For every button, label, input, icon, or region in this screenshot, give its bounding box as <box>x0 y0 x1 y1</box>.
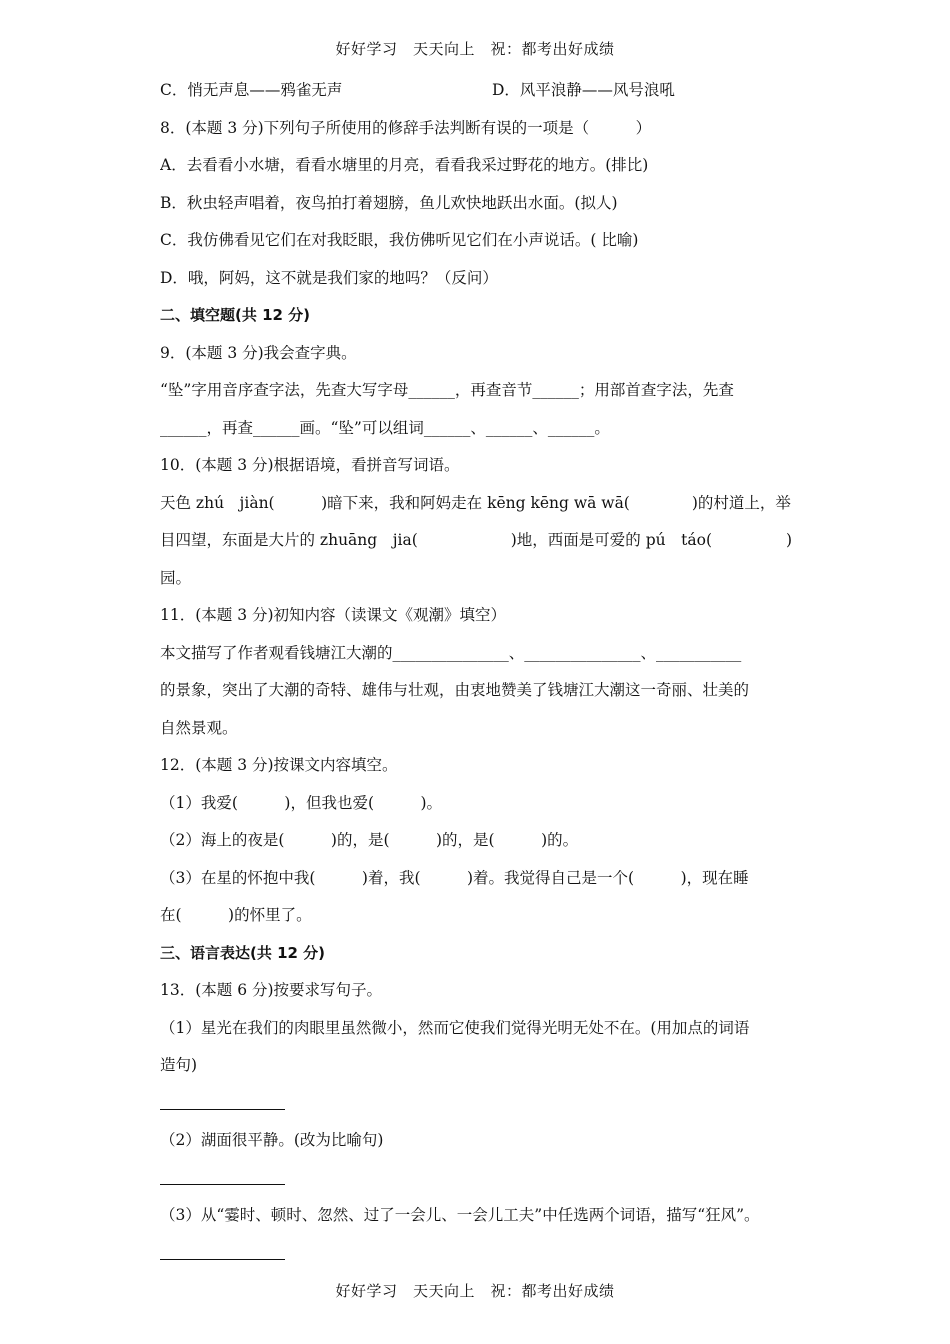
q8-option-a: A．去看看小水塘，看看水塘里的月亮，看看我采过野花的地方。(排比) <box>160 156 649 174</box>
page-header: 好好学习 天天向上 祝：都考出好成绩 <box>335 40 615 58</box>
q10-line-2-close: ) <box>785 531 792 549</box>
option-d: D．风平浪静——风号浪吼 <box>492 81 675 99</box>
q10-line-3: 园。 <box>160 568 192 587</box>
q11-line-3: 自然景观。 <box>160 718 238 737</box>
q11-line-1: 本文描写了作者观看钱塘江大潮的_______________、_______________、___________ <box>160 643 742 662</box>
q13-item-1: （1）星光在我们的肉眼里虽然微小，然而它使我们觉得光明无处不在。(用加点的词语 <box>160 1018 750 1037</box>
document-body <box>160 72 792 1272</box>
answer-line-2[interactable] <box>160 1160 792 1198</box>
q13-item-3: （3）从“霎时、顿时、忽然、过了一会儿、一会儿工夫”中任选两个词语，描写“狂风”。 <box>160 1206 760 1224</box>
q12-item-3: （3）在星的怀抱中我( )着，我( )着。我觉得自己是一个( )，现在睡 <box>160 868 749 887</box>
q9-line-2: ______，再查______画。“坠”可以组词______、______、______。 <box>160 418 610 437</box>
question-9: 9．(本题 3 分)我会查字典。 <box>160 343 357 362</box>
section-fill-blank: 二、填空题(共 12 分) <box>160 306 311 324</box>
q9-line-1: “坠”字用音序查字法，先查大写字母______，再查音节______；用部首查字法，先查 <box>160 381 734 399</box>
question-12: 12．(本题 3 分)按课文内容填空。 <box>160 756 398 774</box>
q10-line-2 <box>160 522 792 560</box>
q8-option-d: D．哦，阿妈，这不就是我们家的地吗？（反问） <box>160 268 498 287</box>
option-c: C．悄无声息——鸦雀无声 <box>160 81 343 99</box>
q12-item-3-cont: 在( )的怀里了。 <box>160 906 312 924</box>
q12-item-2: （2）海上的夜是( )的，是( )的，是( )的。 <box>160 831 579 849</box>
q8-option-c: C．我仿佛看见它们在对我眨眼，我仿佛听见它们在小声说话。( 比喻) <box>160 231 639 249</box>
question-8: 8．(本题 3 分)下列句子所使用的修辞手法判断有误的一项是（ ） <box>160 118 652 137</box>
q13-item-1-cont: 造句) <box>160 1056 198 1074</box>
question-11: 11．(本题 3 分)初知内容（读课文《观潮》填空） <box>160 606 507 624</box>
section-language-expression: 三、语言表达(共 12 分) <box>160 943 326 962</box>
question-13: 13．(本题 6 分)按要求写句子。 <box>160 981 383 999</box>
q11-line-2: 的景象，突出了大潮的奇特、雄伟与壮观，由衷地赞美了钱塘江大潮这一奇丽、壮美的 <box>160 681 750 699</box>
answer-line-1[interactable] <box>160 1085 792 1123</box>
question-10: 10．(本题 3 分)根据语境，看拼音写词语。 <box>160 456 460 474</box>
q10-line-2-text: 目四望，东面是大片的 zhuāng jia( )地，西面是可爱的 pú táo( <box>160 531 712 549</box>
page-footer: 好好学习 天天向上 祝：都考出好成绩 <box>335 1282 615 1300</box>
answer-line-3[interactable] <box>160 1235 792 1273</box>
q8-option-b: B．秋虫轻声唱着，夜鸟拍打着翅膀，鱼儿欢快地跃出水面。(拟人) <box>160 193 618 212</box>
option-row-cd <box>160 72 792 110</box>
q10-line-1: 天色 zhú jiàn( )暗下来，我和阿妈走在 kēng kēng wā wā( )的村道上，举 <box>160 493 791 512</box>
q12-item-1: （1）我爱( )，但我也爱( )。 <box>160 793 443 812</box>
q13-item-2: （2）湖面很平静。(改为比喻句) <box>160 1131 384 1149</box>
